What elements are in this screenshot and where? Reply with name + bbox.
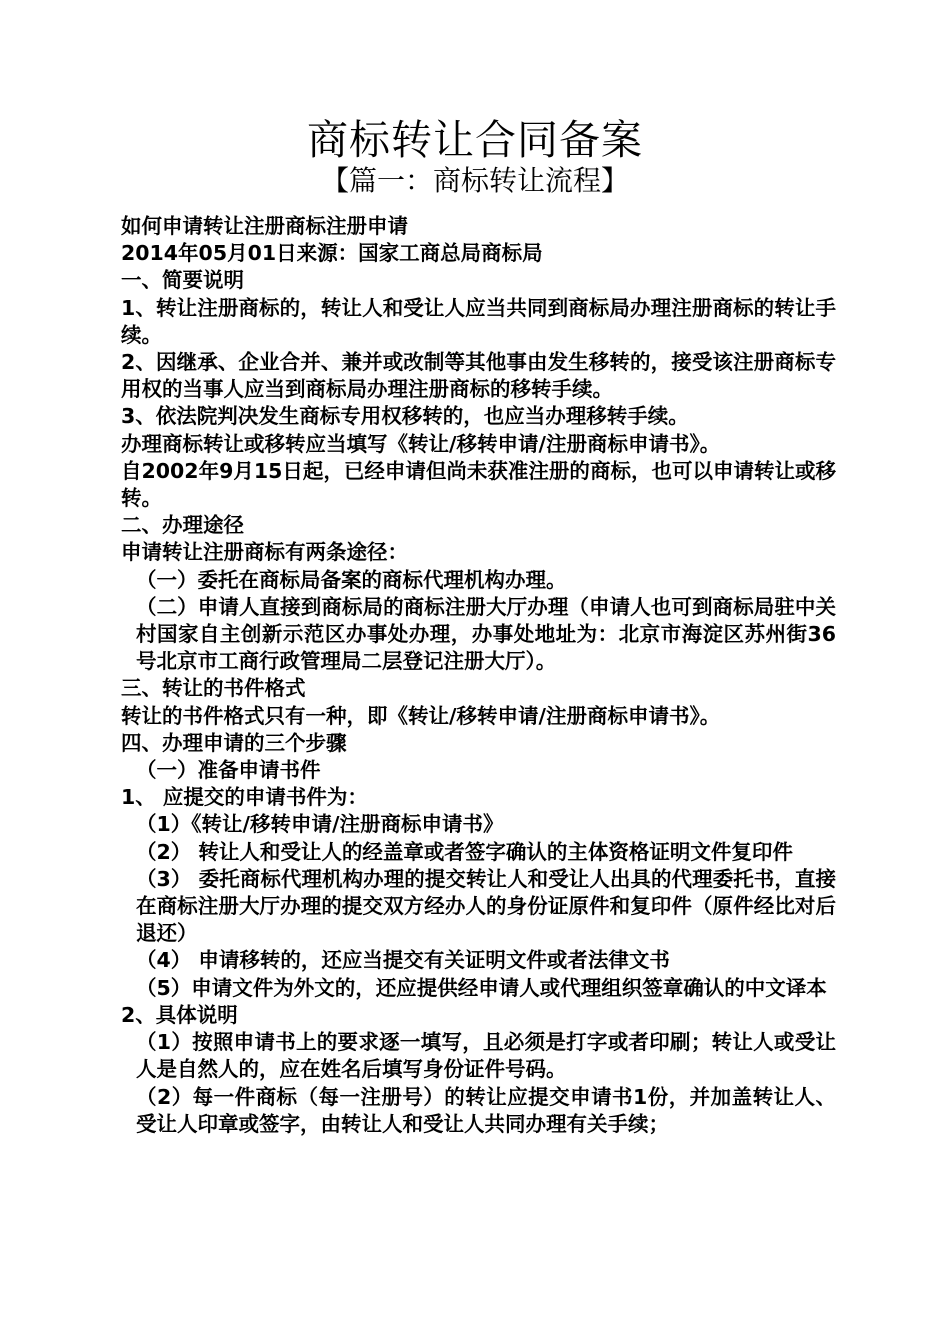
paragraph: 2014年05月01日来源：国家工商总局商标局 (121, 241, 543, 266)
paragraph: 2、因继承、企业合并、兼并或改制等其他事由发生移转的，接受该注册商标专用权的当事人应当到商标局办理注册商标的移转手续。 (121, 350, 836, 402)
paragraph: （1）《转让/移转申请/注册商标申请书》 (136, 812, 504, 837)
paragraph: 如何申请转让注册商标注册申请 (121, 214, 408, 238)
paragraph: （二）申请人直接到商标局的商标注册大厅办理（申请人也可到商标局驻中关村国家自主创新示范区办事处办理，办事处地址为：北京市海淀区苏州街36号北京市工商行政管理局二层登记注册大厅）。 (136, 594, 836, 674)
paragraph: 办理商标转让或移转应当填写《转让/移转申请/注册商标申请书》。 (121, 431, 721, 456)
paragraph: （4） 申请移转的，还应当提交有关证明文件或者法律文书 (136, 948, 670, 973)
paragraph: （2） 转让人和受让人的经盖章或者签字确认的主体资格证明文件复印件 (136, 839, 793, 864)
paragraph: 自2002年9月15日起，已经申请但尚未获准注册的商标，也可以申请转让或移转。 (121, 458, 836, 511)
paragraph: 转让的书件格式只有一种，即《转让/移转申请/注册商标申请书》。 (121, 703, 721, 728)
paragraph: 二、办理途径 (121, 513, 244, 538)
paragraph: （1）按照申请书上的要求逐一填写，且必须是打字或者印刷；转让人或受让人是自然人的，应在姓名后填写身份证件号码。 (136, 1030, 836, 1082)
paragraph: 2、具体说明 (121, 1002, 238, 1027)
paragraph: 1、 应提交的申请书件为： (121, 785, 368, 810)
paragraph: 3、依法院判决发生商标专用权移转的，也应当办理移转手续。 (121, 404, 689, 429)
paragraph: （2）每一件商标（每一注册号）的转让应提交申请书1份，并加盖转让人、受让人印章或签字，由转让人和受让人共同办理有关手续； (136, 1084, 836, 1136)
paragraph: 一、简要说明 (121, 268, 244, 293)
paragraph: 申请转让注册商标有两条途径： (121, 540, 408, 565)
document-body (116, 213, 836, 1138)
paragraph: 四、办理申请的三个步骤 (121, 730, 347, 755)
paragraph: （3） 委托商标代理机构办理的提交转让人和受让人出具的代理委托书，直接在商标注册大厅办理的提交双方经办人的身份证原件和复印件（原件经比对后退还） (136, 866, 836, 946)
document-title: 商标转让合同备案 (307, 116, 643, 164)
paragraph: 三、转让的书件格式 (121, 676, 306, 701)
paragraph: 1、转让注册商标的，转让人和受让人应当共同到商标局办理注册商标的转让手续。 (121, 295, 836, 347)
paragraph: （一）准备申请书件 (136, 758, 321, 783)
paragraph: （5）申请文件为外文的，还应提供经申请人或代理组织签章确认的中文译本 (136, 975, 827, 1000)
paragraph: （一）委托在商标局备案的商标代理机构办理。 (136, 567, 567, 592)
document-subtitle: 【篇一：商标转让流程】 (320, 164, 629, 197)
